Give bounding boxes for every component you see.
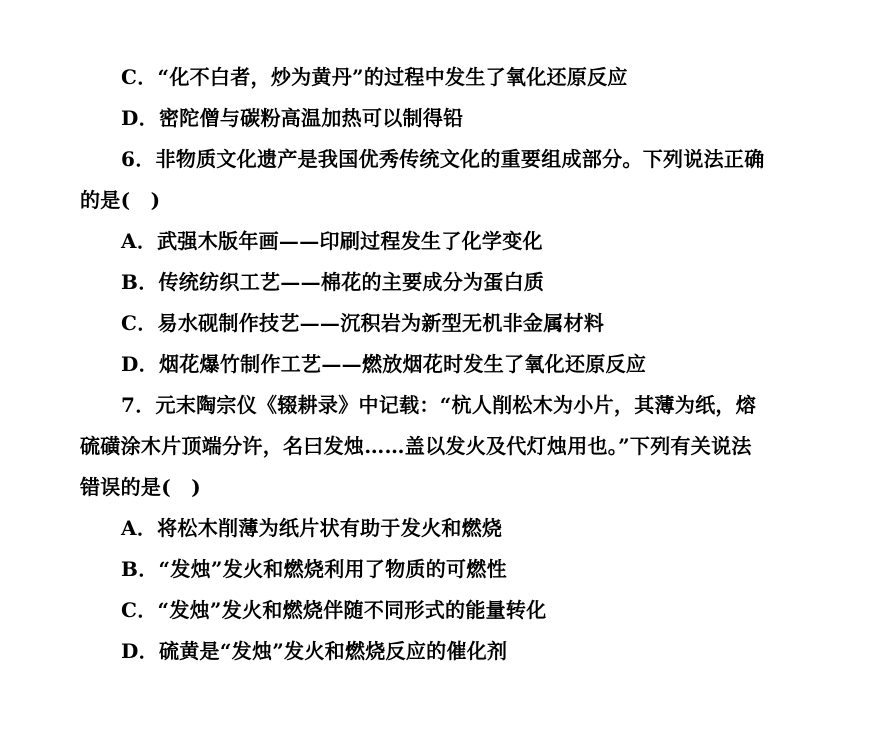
q7-option-a: A．将松木削薄为纸片状有助于发火和燃烧: [121, 516, 503, 540]
q6-option-a: A．武强木版年画——印刷过程发生了化学变化: [121, 229, 543, 253]
q6-stem-line-2: 的是( ): [80, 188, 161, 212]
q6-option-b: B．传统纺织工艺——棉花的主要成分为蛋白质: [121, 270, 545, 294]
q7-stem-line-2: 硫磺涂木片顶端分许，名曰发烛……盖以发火及代灯烛用也。”下列有关说法: [80, 434, 752, 458]
q7-option-b: B．“发烛”发火和燃烧利用了物质的可燃性: [121, 557, 507, 581]
q7-option-c: C．“发烛”发火和燃烧伴随不同形式的能量转化: [121, 598, 547, 622]
q7-option-d: D．硫黄是“发烛”发火和燃烧反应的催化剂: [121, 639, 508, 663]
q5-option-c: C．“化不白者，炒为黄丹”的过程中发生了氧化还原反应: [121, 65, 628, 89]
q7-stem-line-1: 7．元末陶宗仪《辍耕录》中记载：“杭人削松木为小片，其薄为纸，熔: [121, 393, 757, 417]
q6-stem-line-1: 6．非物质文化遗产是我国优秀传统文化的重要组成部分。下列说法正确: [121, 147, 765, 171]
q7-stem-line-3: 错误的是( ): [80, 475, 202, 499]
q5-option-d: D．密陀僧与碳粉高温加热可以制得铅: [121, 106, 464, 130]
q6-option-c: C．易水砚制作技艺——沉积岩为新型无机非金属材料: [121, 311, 605, 335]
q6-option-d: D．烟花爆竹制作工艺——燃放烟花时发生了氧化还原反应: [121, 352, 647, 376]
